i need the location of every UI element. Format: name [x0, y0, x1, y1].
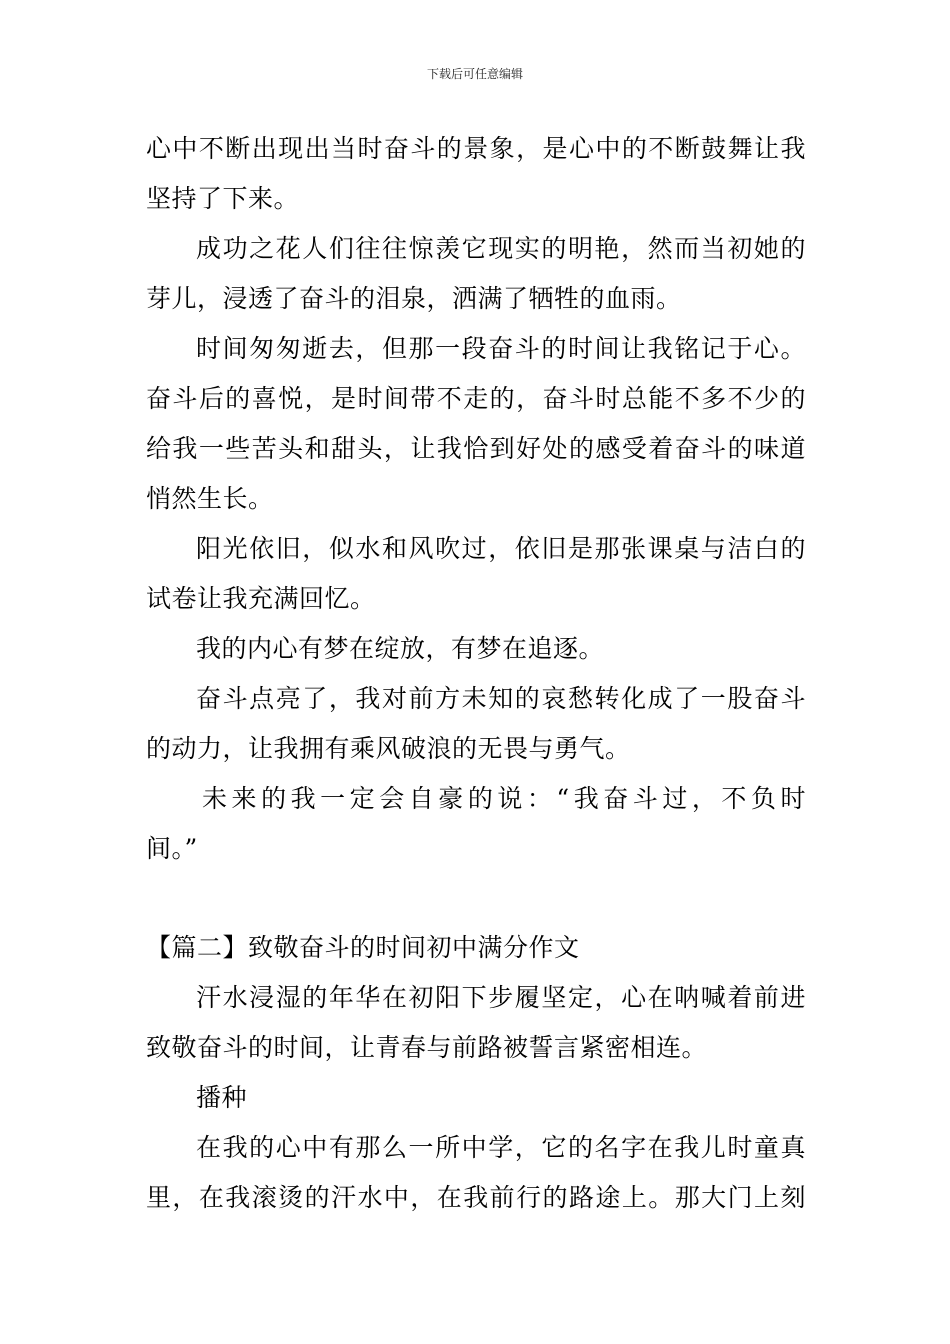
text-line: 阳光依旧，似水和风吹过，依旧是那张课桌与洁白的 [196, 534, 806, 563]
text-line: 坚持了下来。 [146, 184, 300, 213]
text-line: 致敬奋斗的时间，让青春与前路被誓言紧密相连。 [146, 1033, 708, 1062]
text-line: 奋斗后的喜悦，是时间带不走的，奋斗时总能不多不少的 [146, 384, 806, 413]
text-line: 给我一些苦头和甜头，让我恰到好处的感受着奋斗的味道 [146, 434, 806, 463]
text-line: 未来的我一定会自豪的说：“我奋斗过，不负时 [202, 784, 806, 813]
text-line: 的动力，让我拥有乘风破浪的无畏与勇气。 [146, 734, 631, 763]
text-line: 时间匆匆逝去，但那一段奋斗的时间让我铭记于心。 [196, 334, 806, 363]
text-line: 里，在我滚烫的汗水中，在我前行的路途上。那大门上刻 [146, 1183, 806, 1212]
text-line: 我的内心有梦在绽放，有梦在追逐。 [196, 634, 605, 663]
text-line: 在我的心中有那么一所中学，它的名字在我儿时童真 [196, 1133, 806, 1162]
text-line: 播种 [196, 1083, 248, 1112]
text-line: 汗水浸湿的年华在初阳下步履坚定，心在呐喊着前进 [196, 983, 806, 1012]
text-line: 芽儿，浸透了奋斗的泪泉，洒满了牺牲的血雨。 [146, 284, 682, 313]
text-line: 奋斗点亮了，我对前方未知的哀愁转化成了一股奋斗 [196, 684, 806, 713]
text-line: 心中不断出现出当时奋斗的景象，是心中的不断鼓舞让我 [146, 134, 806, 163]
section-heading: 【篇二】致敬奋斗的时间初中满分作文 [146, 933, 580, 962]
text-line: 间。” [146, 834, 198, 863]
text-line: 试卷让我充满回忆。 [146, 584, 376, 613]
page-header: 下载后可任意编辑 [426, 67, 523, 81]
text-line: 成功之花人们往往惊羡它现实的明艳，然而当初她的 [196, 234, 806, 263]
text-line: 悄然生长。 [146, 484, 274, 513]
